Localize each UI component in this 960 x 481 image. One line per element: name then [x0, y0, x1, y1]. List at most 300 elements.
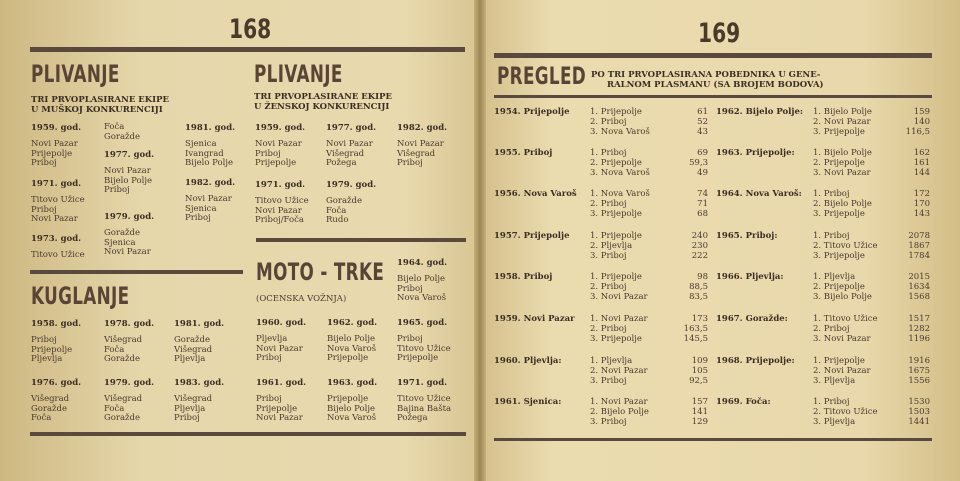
result-block — [104, 123, 140, 142]
section-subtitle-moto: (OCENSKA VOŽNJA) — [256, 294, 347, 304]
team-name: Novi Pazar — [31, 139, 78, 149]
standing-row — [590, 314, 708, 324]
points-value: 69 — [697, 148, 708, 158]
section-subtitle-pregled — [591, 70, 824, 90]
standing-row — [590, 241, 708, 251]
result-block — [174, 319, 224, 365]
year-host-label: 1967. Goražde: — [716, 314, 788, 324]
team-list — [327, 335, 377, 364]
standing-row — [590, 117, 708, 127]
standings-list — [813, 231, 930, 261]
points-value: 140 — [913, 117, 930, 127]
standing-row — [813, 209, 930, 219]
year-label: 1971. god. — [255, 180, 306, 190]
team-name: Sjenica — [185, 203, 217, 214]
points-value: 43 — [697, 127, 708, 137]
team-name: 2. Bijelo Polje — [590, 407, 649, 417]
result-block — [256, 378, 306, 424]
team-name: Priboj — [104, 185, 130, 195]
team-name: Bijelo Polje — [397, 274, 446, 284]
result-block — [31, 123, 81, 169]
team-name: 3. Novi Pazar — [590, 292, 648, 302]
team-name: Sjenica — [185, 139, 217, 149]
points-value: 88,5 — [689, 282, 708, 292]
team-list — [104, 229, 154, 258]
team-name: 3. Priboj — [590, 417, 627, 427]
team-name: Priboj — [31, 158, 57, 168]
standing-row — [590, 199, 708, 209]
result-block — [31, 319, 81, 365]
team-name: Novi Pazar — [397, 139, 444, 149]
year-host-label: 1966. Pljevlja: — [716, 272, 784, 282]
team-list — [397, 395, 451, 424]
points-value: 98 — [697, 272, 708, 282]
result-block — [255, 180, 309, 226]
page-number-right: 169 — [698, 18, 741, 49]
team-name: Foča — [104, 403, 125, 414]
year-label: 1979. god. — [104, 378, 155, 388]
team-name: Goražde — [104, 228, 140, 238]
year-label: 1965. god. — [397, 318, 448, 328]
team-name: 2. Priboj — [590, 324, 627, 334]
team-name: 3. Pljevlja — [813, 417, 856, 427]
year-label: 1960. god. — [256, 318, 307, 328]
team-name: Goražde — [174, 335, 210, 345]
points-value: 163,5 — [683, 324, 708, 334]
result-block — [397, 123, 447, 169]
team-name: 3. Novi Pazar — [813, 334, 871, 344]
year-host-label: 1964. Nova Varoš: — [716, 189, 802, 199]
team-name: Novi Pazar — [255, 139, 302, 149]
points-value: 109 — [691, 356, 708, 366]
team-name: 2. Prijepolje — [813, 158, 865, 168]
year-label: 1982. god. — [185, 178, 236, 188]
standing-row — [813, 117, 930, 127]
team-name: 1. Nova Varoš — [590, 189, 650, 199]
standing-row — [813, 148, 930, 158]
team-name: 3. Bijelo Polje — [813, 292, 872, 302]
standing-row — [813, 356, 930, 366]
team-name: Prijepolje — [327, 394, 369, 404]
team-name: Titovo Užice — [397, 343, 451, 354]
team-list — [174, 336, 224, 365]
team-name: Novi Pazar — [255, 205, 302, 216]
standing-row — [813, 417, 930, 427]
divider — [30, 47, 465, 52]
team-name: 1. Prijepolje — [590, 272, 642, 282]
divider — [30, 432, 466, 436]
points-value: 230 — [691, 241, 708, 251]
section-title-pregled: PREGLED — [497, 62, 587, 90]
year-host-label: 1955. Priboj — [494, 148, 553, 158]
team-name: Foča — [104, 344, 125, 355]
team-name: 3. Prijepolje — [590, 334, 642, 344]
team-list — [397, 335, 451, 364]
points-value: 145,5 — [683, 334, 708, 344]
team-name: Priboj — [185, 213, 211, 223]
year-label: 1977. god. — [326, 123, 377, 133]
team-name: Rudo — [326, 215, 349, 225]
team-name: Goražde — [104, 413, 140, 423]
team-name: 3. Prijepolje — [813, 127, 865, 137]
standing-row — [813, 314, 930, 324]
team-name: Bijelo Polje — [185, 158, 234, 168]
team-name: Novi Pazar — [31, 214, 78, 224]
year-label: 1961. god. — [256, 378, 307, 388]
result-block — [185, 123, 235, 169]
year-host-label: 1969. Foča: — [716, 397, 771, 407]
year-host-label: 1965. Priboj: — [716, 231, 778, 241]
standing-row — [813, 189, 930, 199]
result-block — [397, 258, 447, 304]
team-list — [104, 336, 154, 365]
points-value: 170 — [913, 199, 930, 209]
team-name: 2. Prijepolje — [590, 158, 642, 168]
standing-row — [813, 199, 930, 209]
team-name: Nova Varoš — [327, 343, 377, 354]
team-name: 3. Prijepolje — [590, 209, 642, 219]
team-name: Bijelo Polje — [327, 334, 376, 344]
standing-row — [590, 376, 708, 386]
team-name: 1. Priboj — [590, 148, 627, 158]
team-name: 1. Prijepolje — [590, 231, 642, 241]
team-name: Prijepolje — [255, 158, 297, 168]
team-list — [104, 167, 154, 196]
standing-row — [590, 334, 708, 344]
year-label: 1978. god. — [104, 319, 155, 329]
points-value: 173 — [691, 314, 708, 324]
year-label: 1982. god. — [397, 123, 448, 133]
team-name: 2. Novi Pazar — [813, 117, 871, 127]
year-label: 1979. god. — [104, 212, 155, 222]
standing-row — [813, 334, 930, 344]
team-name: Priboj — [397, 334, 423, 344]
result-block — [255, 123, 305, 169]
result-block — [326, 123, 376, 169]
team-name: 2. Novi Pazar — [590, 366, 648, 376]
team-name: 3. Prijepolje — [813, 209, 865, 219]
points-value: 240 — [691, 231, 708, 241]
standing-row — [813, 366, 930, 376]
subtitle-line: U ŽENSKOJ KONKURENCIJI — [254, 102, 390, 112]
section-title-moto: MOTO - TRKE — [256, 258, 385, 286]
team-name: 1. Priboj — [813, 397, 850, 407]
subtitle-line: RALNOM PLASMANU (SA BROJEM BODOVA) — [607, 80, 824, 90]
standing-row — [813, 282, 930, 292]
result-block — [174, 378, 224, 424]
team-name: Foča — [31, 413, 52, 423]
points-value: 68 — [697, 209, 708, 219]
team-list — [326, 140, 376, 169]
year-host-label: 1954. Prijepolje — [494, 107, 570, 117]
team-name: Priboj — [397, 283, 423, 294]
result-block — [397, 378, 451, 424]
team-name: Nova Varoš — [327, 413, 377, 423]
team-name: Prijepolje — [256, 403, 298, 414]
standings-list — [813, 107, 930, 137]
team-name: Goražde — [104, 131, 140, 142]
year-label: 1983. god. — [174, 378, 225, 388]
points-value: 71 — [697, 199, 708, 209]
team-name: 1. Priboj — [813, 189, 850, 199]
subtitle-line: TRI PRVOPLASIRANE EKIPE — [254, 92, 392, 102]
team-name: Novi Pazar — [104, 247, 151, 257]
team-name: Priboj/Foča — [255, 215, 304, 225]
team-list — [185, 195, 235, 224]
subtitle-line: U MUŠKOJ KONKURENCIJI — [31, 105, 163, 115]
team-name: 1. Pljevlja — [590, 356, 633, 366]
team-name: 2. Novi Pazar — [813, 366, 871, 376]
team-name: Požega — [397, 413, 428, 423]
year-host-label: 1956. Nova Varoš — [494, 189, 577, 199]
result-block — [31, 179, 85, 225]
year-host-label: 1968. Prijepolje: — [716, 356, 795, 366]
standing-row — [813, 158, 930, 168]
divider — [494, 53, 932, 58]
team-name: Bijelo Polje — [327, 403, 376, 414]
team-name: Titovo Užice — [255, 196, 309, 206]
points-value: 162 — [913, 148, 930, 158]
standing-row — [813, 127, 930, 137]
year-host-label: 1962. Bijelo Polje: — [716, 107, 804, 117]
team-name: Prijepolje — [327, 353, 369, 363]
team-name: Pljevlja — [256, 334, 288, 344]
points-value: 1503 — [908, 407, 930, 417]
team-list — [31, 251, 85, 261]
standing-row — [590, 189, 708, 199]
standing-row — [590, 158, 708, 168]
standing-row — [813, 397, 930, 407]
team-name: 2. Bijelo Polje — [813, 199, 872, 209]
standing-row — [590, 148, 708, 158]
standing-row — [590, 272, 708, 282]
standings-list — [813, 272, 930, 302]
section-title-kuglanje: KUGLANJE — [31, 282, 130, 310]
section-title-plivanje-men: PLIVANJE — [31, 60, 120, 88]
result-block — [104, 150, 154, 196]
standing-row — [813, 292, 930, 302]
result-block — [326, 180, 376, 226]
team-list — [256, 395, 306, 424]
points-value: 1282 — [908, 324, 930, 334]
team-name: Požega — [326, 158, 357, 168]
year-label: 1971. god. — [397, 378, 448, 388]
year-host-label: 1957. Prijepolje — [494, 231, 570, 241]
points-value: 1867 — [908, 241, 930, 251]
team-name: 1. Titovo Užice — [813, 314, 878, 324]
year-label: 1973. god. — [31, 234, 82, 244]
result-block — [104, 378, 154, 424]
team-name: Višegrad — [31, 394, 70, 404]
team-name: Goražde — [326, 196, 362, 206]
team-list — [31, 395, 81, 424]
team-name: Foča — [326, 205, 347, 216]
result-block — [327, 318, 377, 364]
team-name: Priboj — [174, 413, 200, 423]
year-label: 1963. god. — [327, 378, 378, 388]
team-name: Višegrad — [104, 394, 143, 404]
standing-row — [590, 324, 708, 334]
year-label: 1981. god. — [185, 123, 236, 133]
team-name: Priboj — [256, 394, 282, 404]
team-list — [397, 140, 447, 169]
year-host-label: 1958. Priboj — [494, 272, 553, 282]
standings-list — [590, 231, 708, 261]
team-name: 1. Priboj — [813, 231, 850, 241]
standing-row — [590, 397, 708, 407]
team-name: 1. Prijepolje — [590, 107, 642, 117]
team-name: Sjenica — [104, 237, 136, 248]
standing-row — [590, 127, 708, 137]
year-label: 1977. god. — [104, 150, 155, 160]
points-value: 1556 — [908, 376, 930, 386]
divider — [494, 438, 932, 441]
standings-list — [813, 314, 930, 344]
team-name: 2. Titovo Užice — [813, 407, 878, 417]
team-name: Titovo Užice — [31, 195, 85, 205]
team-name: Prijepolje — [397, 353, 439, 363]
standing-row — [590, 417, 708, 427]
team-list — [31, 196, 85, 225]
points-value: 49 — [697, 168, 708, 178]
team-name: 2. Titovo Užice — [813, 241, 878, 251]
standings-list — [813, 148, 930, 178]
result-block — [104, 212, 154, 258]
team-name: 3. Pljevlja — [813, 376, 856, 386]
points-value: 52 — [697, 117, 708, 127]
result-block — [397, 318, 451, 364]
points-value: 2078 — [908, 231, 930, 241]
team-name: 1. Novi Pazar — [590, 314, 648, 324]
team-list — [327, 395, 377, 424]
team-name: 3. Priboj — [590, 376, 627, 386]
points-value: 159 — [913, 107, 930, 117]
team-name: 2. Prijepolje — [813, 282, 865, 292]
year-host-label: 1959. Novi Pazar — [494, 314, 575, 324]
team-list — [255, 140, 305, 169]
standing-row — [590, 168, 708, 178]
standings-list — [590, 189, 708, 219]
team-name: Novi Pazar — [185, 194, 232, 204]
team-name: Priboj — [255, 148, 281, 159]
standing-row — [590, 209, 708, 219]
points-value: 161 — [913, 158, 930, 168]
team-name: 3. Priboj — [590, 251, 627, 261]
standing-row — [813, 407, 930, 417]
standing-row — [590, 366, 708, 376]
year-host-label: 1963. Prijepolje: — [716, 148, 795, 158]
standing-row — [590, 356, 708, 366]
team-name: 1. Pljevlja — [813, 272, 856, 282]
standings-list — [590, 107, 708, 137]
team-list — [104, 395, 154, 424]
standing-row — [590, 292, 708, 302]
team-list — [185, 140, 235, 169]
team-name: Ivangrad — [185, 148, 224, 159]
points-value: 92,5 — [689, 376, 708, 386]
team-name: Novi Pazar — [256, 343, 303, 354]
team-name: Goražde — [104, 354, 140, 364]
points-value: 1634 — [908, 282, 930, 292]
team-name: Goražde — [31, 403, 67, 414]
year-label: 1971. god. — [31, 179, 82, 189]
team-name: Titovo Užice — [397, 394, 451, 404]
team-name: 1. Prijepolje — [813, 356, 865, 366]
team-name: 3. Nova Varoš — [590, 127, 650, 137]
standing-row — [590, 282, 708, 292]
result-block — [31, 378, 81, 424]
year-host-label: 1961. Sjenica: — [494, 397, 562, 407]
team-list — [31, 140, 81, 169]
team-list — [256, 335, 306, 364]
standing-row — [813, 168, 930, 178]
points-value: 172 — [913, 189, 930, 199]
page-number-left: 168 — [229, 14, 272, 45]
standing-row — [590, 251, 708, 261]
book-spine — [474, 0, 486, 481]
standings-list — [590, 356, 708, 386]
result-block — [327, 378, 377, 424]
team-name: 2. Priboj — [813, 324, 850, 334]
points-value: 74 — [697, 189, 708, 199]
year-label: 1962. god. — [327, 318, 378, 328]
team-name: 1. Novi Pazar — [590, 397, 648, 407]
team-list — [326, 197, 376, 226]
year-label: 1979. god. — [326, 180, 377, 190]
section-subtitle-plivanje-women — [254, 92, 392, 112]
standings-list — [590, 272, 708, 302]
team-name: 2. Pljevlja — [590, 241, 633, 251]
year-label: 1964. god. — [397, 258, 448, 268]
team-name: Višegrad — [174, 344, 213, 355]
standing-row — [813, 272, 930, 282]
points-value: 1916 — [908, 356, 930, 366]
points-value: 1517 — [908, 314, 930, 324]
points-value: 141 — [691, 407, 708, 417]
team-name: Prijepolje — [31, 148, 73, 159]
team-name: Novi Pazar — [256, 413, 303, 423]
team-name: Priboj — [31, 335, 57, 345]
team-name: Višegrad — [174, 394, 213, 404]
standing-row — [813, 324, 930, 334]
result-block — [31, 234, 85, 261]
points-value: 1675 — [908, 366, 930, 376]
points-value: 1530 — [908, 397, 930, 407]
team-name: Foča — [104, 122, 125, 132]
divider — [30, 270, 243, 274]
divider — [494, 95, 932, 98]
team-list — [255, 197, 309, 226]
team-name: Nova Varoš — [397, 293, 447, 303]
points-value: 61 — [697, 107, 708, 117]
section-subtitle-plivanje-men — [31, 95, 169, 115]
team-name: Višegrad — [104, 335, 143, 345]
subtitle-line: TRI PRVOPLASIRANE EKIPE — [31, 95, 169, 105]
team-name: Novi Pazar — [104, 166, 151, 176]
team-name: Pljevlja — [174, 403, 206, 414]
standing-row — [813, 241, 930, 251]
standings-list — [813, 397, 930, 427]
points-value: 129 — [691, 417, 708, 427]
points-value: 222 — [691, 251, 708, 261]
points-value: 1568 — [908, 292, 930, 302]
standing-row — [813, 251, 930, 261]
team-name: 2. Priboj — [590, 282, 627, 292]
team-name: 2. Priboj — [590, 117, 627, 127]
standing-row — [590, 407, 708, 417]
team-name: Pljevlja — [174, 354, 206, 364]
team-name: Bajina Bašta — [397, 403, 452, 414]
